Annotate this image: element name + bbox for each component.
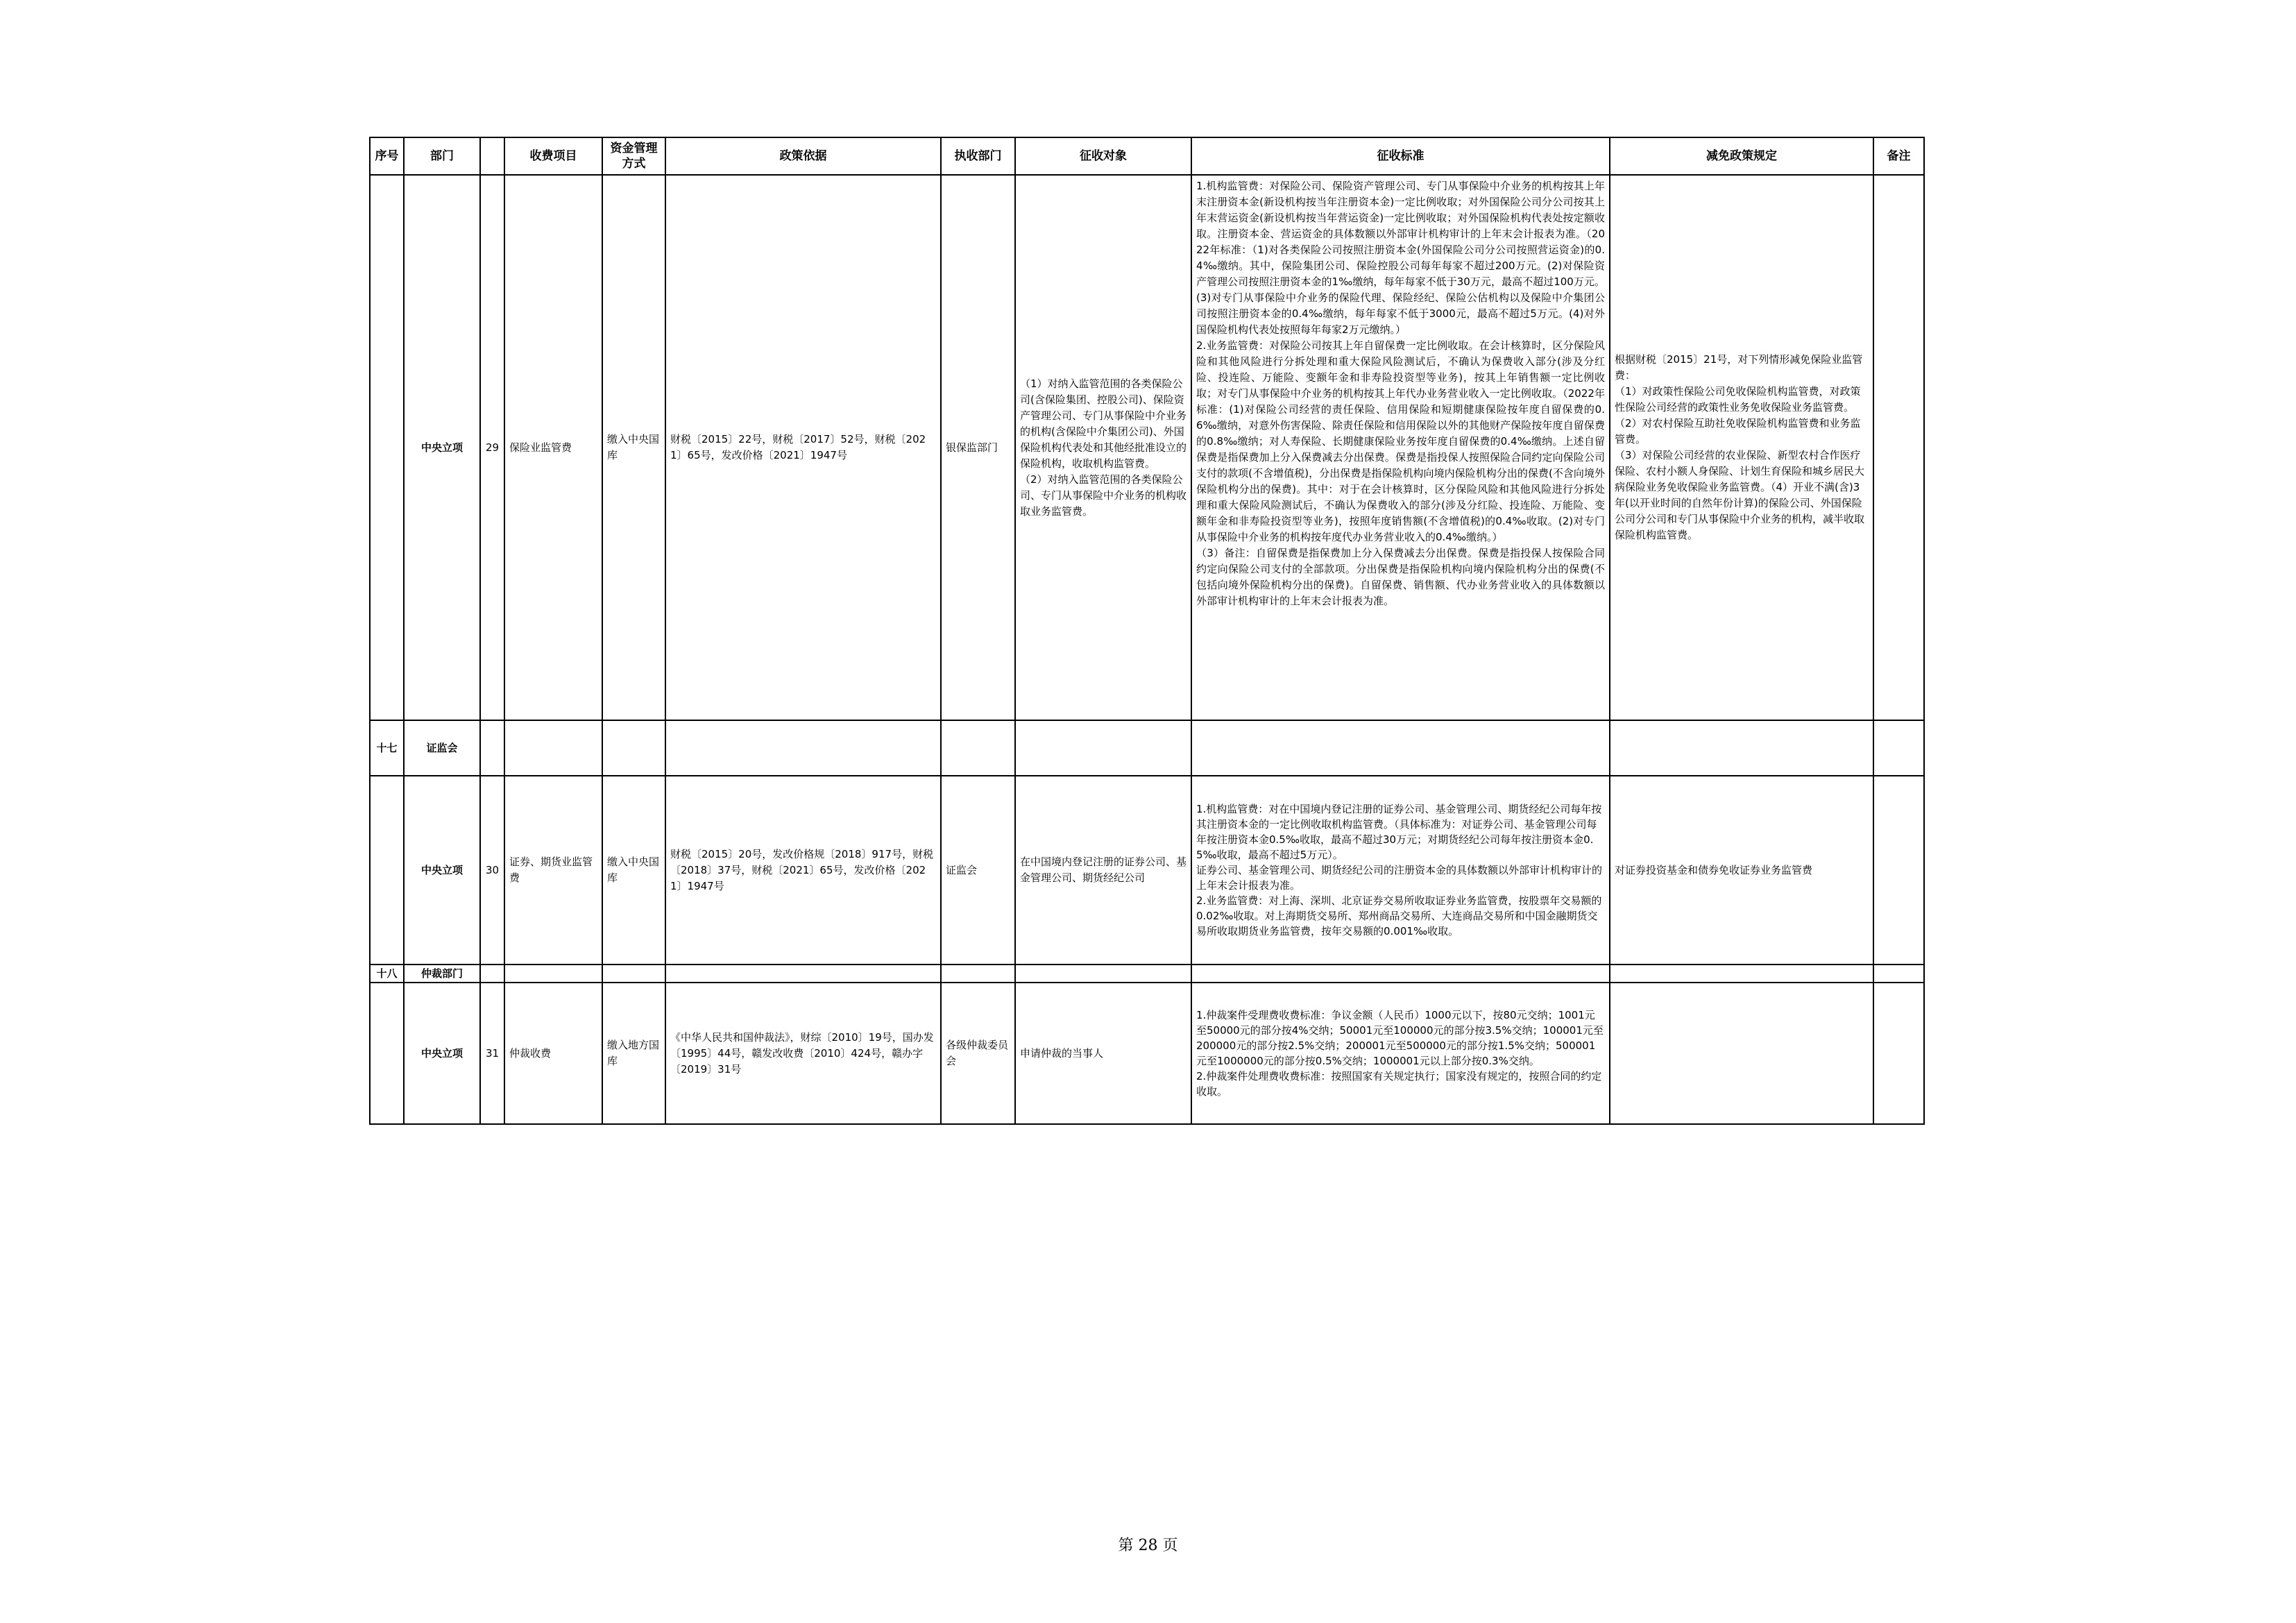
cell-no bbox=[370, 776, 404, 965]
header-exemption: 减免政策规定 bbox=[1610, 137, 1873, 175]
cell-target: 申请仲裁的当事人 bbox=[1015, 983, 1191, 1124]
header-item: 收费项目 bbox=[504, 137, 602, 175]
section-row bbox=[370, 965, 1924, 983]
cell-exec: 各级仲裁委员会 bbox=[941, 983, 1015, 1124]
cell-standard: 1.机构监管费：对在中国境内登记注册的证券公司、基金管理公司、期货经纪公司每年按其注册资本金的一定比例收取机构监管费。（具体标准为：对证券公司、基金管理公司每年按注册资本金0.5‰收取，最高不超过30万元；对期货经纪公司每年按注册资本金0.5‰收取，最高不超过5万元）。 证券公司、基金管理公司、期货经纪公司的注册资本金的具体数额以外部审计机构审计的上年末会计报表为准。 2.业务监管费：对上海、深圳、北京证券交易所收取证券业务监管费，按股票年交易额的 0.02‰收取。对上海期货交易所、郑州商品交易所、大连商品交易所和中国金融期货交易所收取期货业务监管费，按年交易额的0.001‰收取。 bbox=[1191, 776, 1610, 965]
cell-exemption bbox=[1610, 983, 1873, 1124]
cell-remark bbox=[1873, 175, 1924, 720]
table-row bbox=[370, 776, 1924, 965]
header-target: 征收对象 bbox=[1015, 137, 1191, 175]
cell-seq: 31 bbox=[480, 983, 504, 1124]
section-name: 证监会 bbox=[404, 720, 480, 776]
section-number: 十七 bbox=[370, 720, 404, 776]
cell-exemption: 对证券投资基金和债券免收证券业务监管费 bbox=[1610, 776, 1873, 965]
header-row bbox=[370, 137, 1924, 175]
page-number: 第 28 页 bbox=[1118, 1537, 1178, 1554]
cell-fund: 缴入中央国库 bbox=[602, 776, 665, 965]
table-row bbox=[370, 175, 1924, 720]
cell-target: （1）对纳入监管范围的各类保险公司(含保险集团、控股公司)、保险资产管理公司、专门从事保险中介业务的机构(含保险中介集团公司)、外国保险机构代表处和其他经批准设立的保险机构，收取机构监管费。 （2）对纳入监管范围的各类保险公司、专门从事保险中介业务的机构收取业务监管费。 bbox=[1015, 175, 1191, 720]
cell-exec: 银保监部门 bbox=[941, 175, 1015, 720]
cell-standard: 1.仲裁案件受理费收费标准：争议金额（人民币）1000元以下，按80元交纳；1001元至50000元的部分按4%交纳；50001元至100000元的部分按3.5%交纳；100001元至200000元的部分按2.5%交纳；200001元至500000元的部分按1.5%交纳；500001元至1000000元的部分按0.5%交纳；1000001元以上部分按0.3%交纳。 2.仲裁案件处理费收费标准：按照国家有关规定执行；国家没有规定的，按照合同的约定收取。 bbox=[1191, 983, 1610, 1124]
section-number: 十八 bbox=[370, 965, 404, 983]
cell-target: 在中国境内登记注册的证券公司、基金管理公司、期货经纪公司 bbox=[1015, 776, 1191, 965]
header-exec: 执收部门 bbox=[941, 137, 1015, 175]
section-row bbox=[370, 720, 1924, 776]
header-no: 序号 bbox=[370, 137, 404, 175]
cell-exec: 证监会 bbox=[941, 776, 1015, 965]
cell-no bbox=[370, 983, 404, 1124]
cell-seq: 30 bbox=[480, 776, 504, 965]
header-blank bbox=[480, 137, 504, 175]
section-name: 仲裁部门 bbox=[404, 965, 480, 983]
cell-seq: 29 bbox=[480, 175, 504, 720]
header-fund: 资金管理方式 bbox=[602, 137, 665, 175]
cell-dept: 中央立项 bbox=[404, 776, 480, 965]
cell-item: 仲裁收费 bbox=[504, 983, 602, 1124]
cell-no bbox=[370, 175, 404, 720]
header-policy: 政策依据 bbox=[665, 137, 941, 175]
cell-dept: 中央立项 bbox=[404, 983, 480, 1124]
fee-table bbox=[369, 137, 1925, 1125]
cell-policy: 财税〔2015〕22号，财税〔2017〕52号，财税〔2021〕65号，发改价格〔2021〕1947号 bbox=[665, 175, 941, 720]
cell-item: 保险业监管费 bbox=[504, 175, 602, 720]
header-standard: 征收标准 bbox=[1191, 137, 1610, 175]
table-row bbox=[370, 983, 1924, 1124]
cell-policy: 《中华人民共和国仲裁法》，财综〔2010〕19号，国办发〔1995〕44号，赣发改收费〔2010〕424号，赣办字〔2019〕31号 bbox=[665, 983, 941, 1124]
cell-standard: 1.机构监管费：对保险公司、保险资产管理公司、专门从事保险中介业务的机构按其上年末注册资本金(新设机构按当年注册资本金)一定比例收取；对外国保险公司分公司按其上年末营运资金(新设机构按当年营运资金)一定比例收取；对外国保险机构代表处按定额收取。注册资本金、营运资金的具体数额以外部审计机构审计的上年末会计报表为准。（2022年标准：（1)对各类保险公司按照注册资本金(外国保险公司分公司按照营运资金)的0.4‰缴纳。其中，保险集团公司、保险控股公司每年每家不超过200万元。(2)对保险资产管理公司按照注册资本金的1‰缴纳，每年每家不低于30万元，最高不超过100万元。(3)对专门从事保险中介业务的保险代理、保险经纪、保险公估机构以及保险中介集团公司按照注册资本金的0.4‰缴纳，每年每家不低于3000元，最高不超过5万元。(4)对外国保险机构代表处按照每年每家2万元缴纳。） 2.业务监管费：对保险公司按其上年自留保费一定比例收取。在会计核算时，区分保险风险和其他风险进行分拆处理和重大保险风险测试后，不确认为保费收入部分(涉及分红险、投连险、万能险、变额年金和非寿险投资型等业务)，按其上年销售额一定比例收取；对专门从事保险中介业务的机构按其上年代办业务营业收入一定比例收取。（2022年标准：(1)对保险公司经营的责任保险、信用保险和短期健康保险按年度自留保费的0.6‰缴纳，对意外伤害保险、除责任保险和信用保险以外的其他财产保险按年度自留保费的0.8‰缴纳；对人寿保险、长期健康保险业务按年度自留保费的0.4‰缴纳。上述自留保费是指保费加上分入保费减去分出保费。保费是指投保人按照保险合同约定向保险公司支付的款项(不含增值税)，分出保费是指保险机构向境内保险机构分出的保费(不含向境外保险机构分出的保费)。其中：对于在会计核算时，区分保险风险和其他风险进行分拆处理和重大保险风险测试后，不确认为保费收入的部分(涉及分红险、投连险、万能险、变额年金和非寿险投资型等业务)，按照年度销售额(不含增值税)的0.4‰收取。(2)对专门从事保险中介业务的机构按年度代办业务营业收入的0.4‰缴纳。） （3）备注：自留保费是指保费加上分入保费减去分出保费。保费是指投保人按保险合同约定向保险公司支付的全部款项。分出保费是指保险机构向境内保险机构分出的保费(不包括向境外保险机构分出的保费)。自留保费、销售额、代办业务营业收入的具体数额以外部审计机构审计的上年末会计报表为准。 bbox=[1191, 175, 1610, 720]
cell-policy: 财税〔2015〕20号，发改价格规〔2018〕917号，财税〔2018〕37号，财税〔2021〕65号，发改价格〔2021〕1947号 bbox=[665, 776, 941, 965]
cell-item: 证券、期货业监管费 bbox=[504, 776, 602, 965]
header-remark: 备注 bbox=[1873, 137, 1924, 175]
cell-fund: 缴入地方国库 bbox=[602, 983, 665, 1124]
cell-remark bbox=[1873, 983, 1924, 1124]
cell-remark bbox=[1873, 776, 1924, 965]
cell-fund: 缴入中央国库 bbox=[602, 175, 665, 720]
header-dept: 部门 bbox=[404, 137, 480, 175]
cell-exemption: 根据财税〔2015〕21号，对下列情形减免保险业监管费： （1）对政策性保险公司免收保险机构监管费，对政策性保险公司经营的政策性业务免收保险业务监管费。（2）对农村保险互助社免收保险机构监管费和业务监管费。 （3）对保险公司经营的农业保险、新型农村合作医疗保险、农村小额人身保险、计划生育保险和城乡居民大病保险业务免收保险业务监管费。（4）开业不满(含)3年(以开业时间的自然年份计算)的保险公司、外国保险公司分公司和专门从事保险中介业务的机构，减半收取保险机构监管费。 bbox=[1610, 175, 1873, 720]
cell-dept: 中央立项 bbox=[404, 175, 480, 720]
